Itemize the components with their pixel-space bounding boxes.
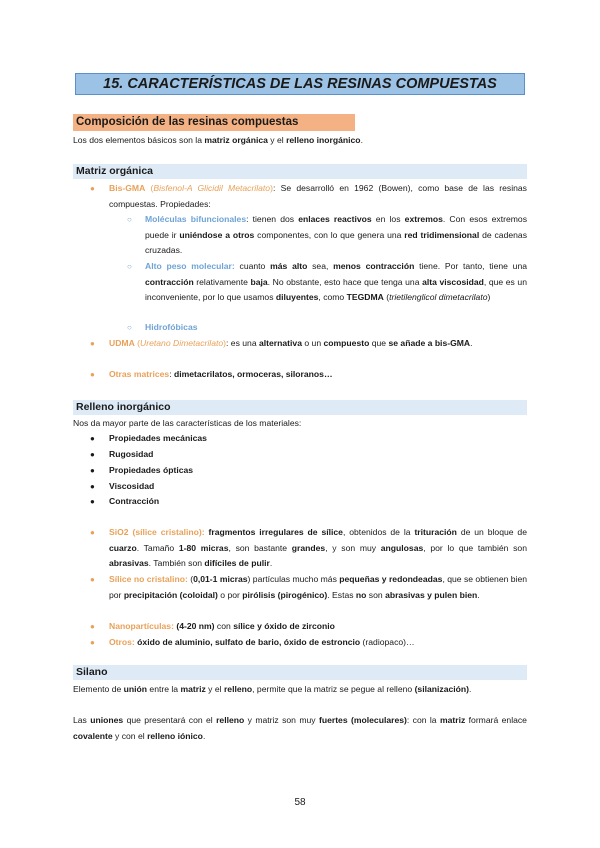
section-heading-silano: Silano (73, 665, 527, 680)
bullet-icon: ● (90, 450, 95, 459)
list-item-bisgma: ● Bis-GMA (Bisfenol-A Glicidil Metacrilato): Se desarrolló en 1962 (Bowen), como base de las resinas compuestas. Propiedades: (90, 183, 527, 209)
circle-bullet-icon: ○ (127, 262, 132, 271)
section-heading-matriz: Matriz orgánica (73, 164, 527, 179)
list-item-prop: ● Propiedades ópticas (93, 463, 527, 479)
list-item-otras-matrices: ● Otras matrices: dimetacrilatos, ormoceras, siloranos… (93, 367, 527, 383)
bullet-icon: ● (90, 434, 95, 443)
sublist-item-hidrofobicas: ○ Hidrofóbicas (130, 320, 527, 336)
silano-paragraph-1: Elemento de unión entre la matriz y el relleno, permite que la matriz se pegue al relleno (silanización). (73, 684, 472, 694)
bullet-icon: ● (90, 482, 95, 491)
bullet-icon: ● (90, 339, 95, 348)
list-item-prop: ● Contracción (93, 494, 527, 510)
sublist-item-peso-molecular: ○ Alto peso molecular: cuanto más alto sea, menos contracción tiene. Por tanto, tiene una contracción relativamente baja. No obstante, esto hace que tenga una alta viscosidad, que es un inconveniente, por lo que usamos diluyentes, como TEGDMA (trietilenglicol dimetacrilato) (127, 261, 528, 302)
relleno-intro: Nos da mayor parte de las características de los materiales: (73, 418, 302, 428)
bullet-icon: ● (90, 370, 95, 379)
chapter-title: 15. CARACTERÍSTICAS DE LAS RESINAS COMPUESTAS (103, 76, 497, 92)
section-heading-composicion: Composición de las resinas compuestas (73, 114, 355, 131)
bullet-icon: ● (90, 184, 95, 193)
list-item-udma: ● UDMA (Uretano Dimetacrilato): es una alternativa o un compuesto que se añade a bis-GMA. (93, 336, 527, 352)
bullet-icon: ● (90, 497, 95, 506)
list-item-prop: ● Viscosidad (93, 479, 527, 495)
list-item-nanoparticulas: ● Nanopartículas: (4-20 nm) con sílice y óxido de zirconio (93, 619, 527, 635)
bullet-icon: ● (90, 466, 95, 475)
chapter-title-bar (75, 73, 525, 95)
circle-bullet-icon: ○ (127, 215, 132, 224)
list-item-prop: ● Rugosidad (93, 447, 527, 463)
page-number: 58 (294, 797, 306, 808)
list-item-silice-no-cristalino: ● Sílice no cristalino: (0,01-1 micras) partículas mucho más pequeñas y redondeadas, que se obtienen bien por precipitación (coloidal) o por pirólisis (pirogénico). Estas no son abrasivas y pulen bien. (90, 574, 528, 600)
bullet-icon: ● (90, 622, 95, 631)
circle-bullet-icon: ○ (127, 323, 132, 332)
list-item-sio2: ● SiO2 (sílice cristalino): fragmentos irregulares de sílice, obtenidos de la trituración de un bloque de cuarzo. Tamaño 1-80 micras, son bastante grandes, y son muy angulosas, por lo que también son abrasivas. También son difíciles de pulir. (90, 527, 527, 568)
bullet-icon: ● (90, 528, 95, 537)
bullet-icon: ● (90, 575, 95, 584)
section-heading-relleno: Relleno inorgánico (73, 400, 527, 415)
silano-paragraph-2: Las uniones que presentará con el relleno y matriz son muy fuertes (moleculares): con la matriz formará enlace covalente y con el relleno iónico. (73, 715, 527, 741)
list-item-prop: ● Propiedades mecánicas (93, 431, 527, 447)
composicion-intro: Los dos elementos básicos son la matriz orgánica y el relleno inorgánico. (73, 135, 363, 145)
list-item-otros: ● Otros: óxido de aluminio, sulfato de bario, óxido de estroncio (radiopaco)… (93, 635, 527, 651)
bullet-icon: ● (90, 638, 95, 647)
sublist-item-bifuncionales: ○ Moléculas bifuncionales: tienen dos enlaces reactivos en los extremos. Con esos extremos puede ir uniéndose a otros componentes, con lo que genera una red tridimensional de cadenas cruzadas. (127, 214, 527, 255)
